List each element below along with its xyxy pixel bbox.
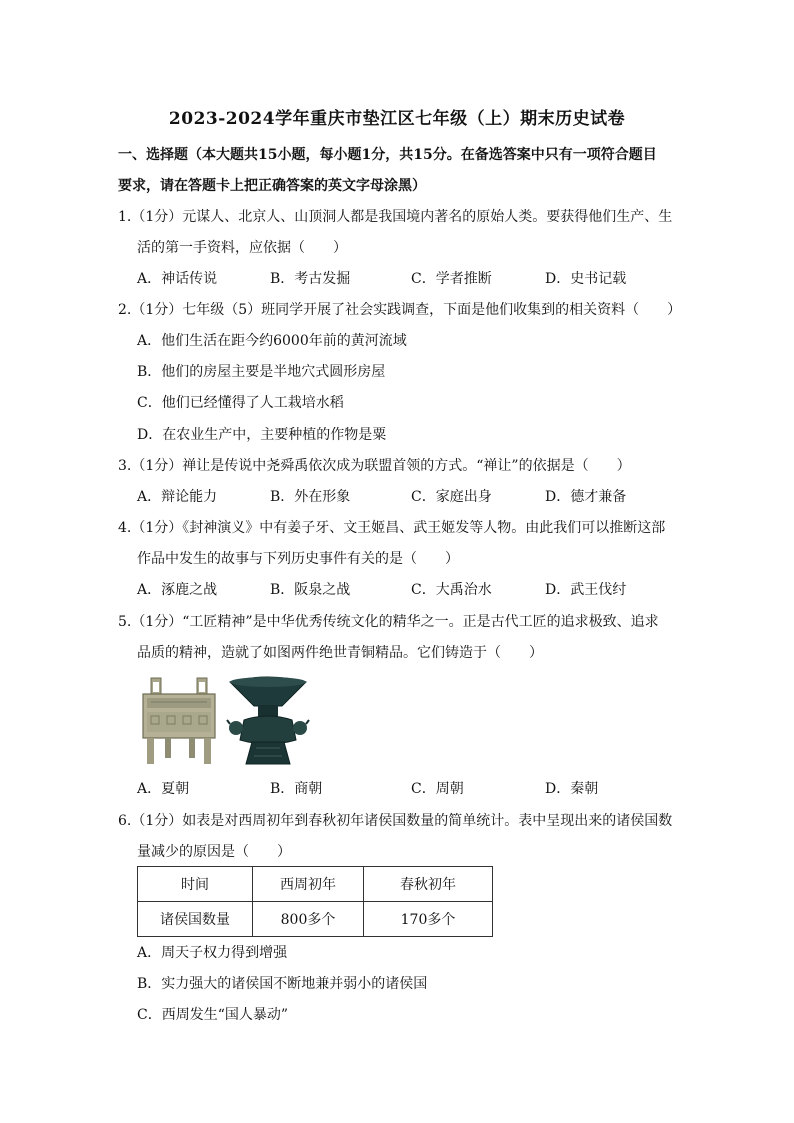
bronze-zun-image xyxy=(226,676,310,766)
q5-option-d[interactable]: D．秦朝 xyxy=(545,781,599,797)
q3-stem-line1: 3.（1分）禅让是传说中尧舜禹依次成为联盟首领的方式。“禅让”的依据是（ ） xyxy=(118,458,631,474)
table-header-cell: 时间 xyxy=(138,867,253,902)
q1-stem-line1: 1.（1分）元谋人、北京人、山顶洞人都是我国境内著名的原始人类。要获得他们生产、生 xyxy=(118,209,673,225)
q1-option-d[interactable]: D．史书记载 xyxy=(545,271,627,287)
table-row xyxy=(138,902,493,937)
q1-option-c[interactable]: C．学者推断 xyxy=(411,271,492,287)
q5-option-c[interactable]: C．周朝 xyxy=(411,781,464,797)
q6-stem-line2: 量减少的原因是（ ） xyxy=(137,844,291,860)
q3-option-c[interactable]: C．家庭出身 xyxy=(411,489,492,505)
q4-stem-line2: 作品中发生的故事与下列历史事件有关的是（ ） xyxy=(137,551,459,567)
q4-option-b[interactable]: B．阪泉之战 xyxy=(270,582,351,598)
q4-option-d[interactable]: D．武王伐纣 xyxy=(545,582,627,598)
q3-option-a[interactable]: A．辩论能力 xyxy=(137,489,218,505)
section-instruction-line1: 一、选择题（本大题共15小题，每小题1分，共15分。在备选答案中只有一项符合题目 xyxy=(118,147,657,163)
vassal-states-table xyxy=(137,866,493,937)
table-header-row xyxy=(138,867,493,902)
q6-option-b[interactable]: B．实力强大的诸侯国不断地兼并弱小的诸侯国 xyxy=(137,976,428,992)
section-instruction-line2: 要求，请在答题卡上把正确答案的英文字母涂黑） xyxy=(118,178,426,194)
bronze-ding-image xyxy=(137,676,221,766)
q2-option-a[interactable]: A．他们生活在距今约6000年前的黄河流域 xyxy=(137,333,407,349)
q4-option-c[interactable]: C．大禹治水 xyxy=(411,582,492,598)
table-cell: 170多个 xyxy=(364,902,493,937)
q2-option-b[interactable]: B．他们的房屋主要是半地穴式圆形房屋 xyxy=(137,364,386,380)
q5-option-a[interactable]: A．夏朝 xyxy=(137,781,190,797)
q6-option-c[interactable]: C．西周发生“国人暴动” xyxy=(137,1007,289,1023)
q5-stem-line1: 5.（1分）“工匠精神”是中华优秀传统文化的精华之一。正是古代工匠的追求极致、追求 xyxy=(118,614,659,630)
table-cell: 诸侯国数量 xyxy=(138,902,253,937)
q1-option-a[interactable]: A．神话传说 xyxy=(137,271,218,287)
page-title: 2023-2024学年重庆市垫江区七年级（上）期末历史试卷 xyxy=(168,109,626,129)
q2-option-c[interactable]: C．他们已经懂得了人工栽培水稻 xyxy=(137,395,344,411)
table-header-cell: 西周初年 xyxy=(253,867,364,902)
q1-stem-line2: 活的第一手资料，应依据（ ） xyxy=(137,240,347,256)
q5-option-b[interactable]: B．商朝 xyxy=(270,781,323,797)
q4-stem-line1: 4.（1分）《封神演义》中有姜子牙、文王姬昌、武王姬发等人物。由此我们可以推断这部 xyxy=(118,520,666,536)
q5-stem-line2: 品质的精神，造就了如图两件绝世青铜精品。它们铸造于（ ） xyxy=(137,645,543,661)
q1-option-b[interactable]: B．考古发掘 xyxy=(270,271,351,287)
table-header-cell: 春秋初年 xyxy=(364,867,493,902)
q4-option-a[interactable]: A．涿鹿之战 xyxy=(137,582,218,598)
q2-stem-line1: 2.（1分）七年级（5）班同学开展了社会实践调查，下面是他们收集到的相关资料（ ） xyxy=(118,302,682,318)
q3-option-d[interactable]: D．德才兼备 xyxy=(545,489,627,505)
q2-option-d[interactable]: D．在农业生产中，主要种植的作物是粟 xyxy=(137,427,387,443)
q3-option-b[interactable]: B．外在形象 xyxy=(270,489,351,505)
table-cell: 800多个 xyxy=(253,902,364,937)
q6-option-a[interactable]: A．周天子权力得到增强 xyxy=(137,945,288,961)
q6-stem-line1: 6.（1分）如表是对西周初年到春秋初年诸侯国数量的简单统计。表中呈现出来的诸侯国数 xyxy=(118,813,673,829)
